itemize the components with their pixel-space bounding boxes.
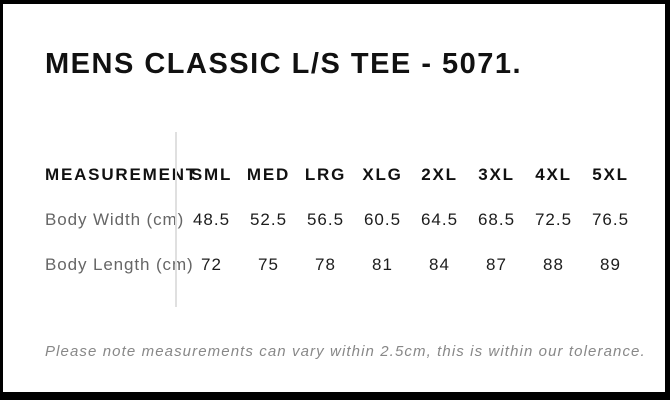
row-label-body-width: Body Width (cm): [45, 209, 185, 229]
body-length-value: 81: [372, 254, 393, 274]
body-width-value: 48.5: [192, 209, 231, 229]
size-column-header: LRG: [304, 164, 347, 184]
row-label-body-length: Body Length (cm): [45, 254, 194, 274]
product-title: MENS CLASSIC L/S TEE - 5071.: [45, 48, 523, 80]
size-column-header: 2XL: [421, 164, 458, 184]
tolerance-note: Please note measurements can vary within 2.5cm, this is within our tolerance.: [45, 343, 646, 360]
body-length-value: 78: [315, 254, 336, 274]
body-width-value: 72.5: [534, 209, 573, 229]
size-column-header: 5XL: [592, 164, 629, 184]
table-row-body-width: [183, 197, 639, 242]
size-values-section: [175, 132, 639, 307]
size-chart-table: [45, 132, 647, 307]
size-column-header: MED: [246, 164, 291, 184]
table-row-body-length: [183, 242, 639, 287]
size-header-row: [183, 152, 639, 197]
body-length-value: 75: [258, 254, 279, 274]
body-width-value: 64.5: [420, 209, 459, 229]
body-width-value: 52.5: [249, 209, 288, 229]
size-column-header: XLG: [362, 164, 403, 184]
measurement-column: [45, 132, 198, 307]
body-width-value: 68.5: [477, 209, 516, 229]
body-length-value: 72: [201, 254, 222, 274]
measurement-column-header: MEASUREMENT: [45, 164, 198, 184]
body-length-value: 89: [600, 254, 621, 274]
body-width-value: 60.5: [363, 209, 402, 229]
size-column-header: 3XL: [478, 164, 515, 184]
body-length-value: 88: [543, 254, 564, 274]
size-column-header: 4XL: [535, 164, 572, 184]
body-width-value: 76.5: [591, 209, 630, 229]
body-length-value: 84: [429, 254, 450, 274]
size-column-header: SML: [190, 164, 233, 184]
body-length-value: 87: [486, 254, 507, 274]
body-width-value: 56.5: [306, 209, 345, 229]
